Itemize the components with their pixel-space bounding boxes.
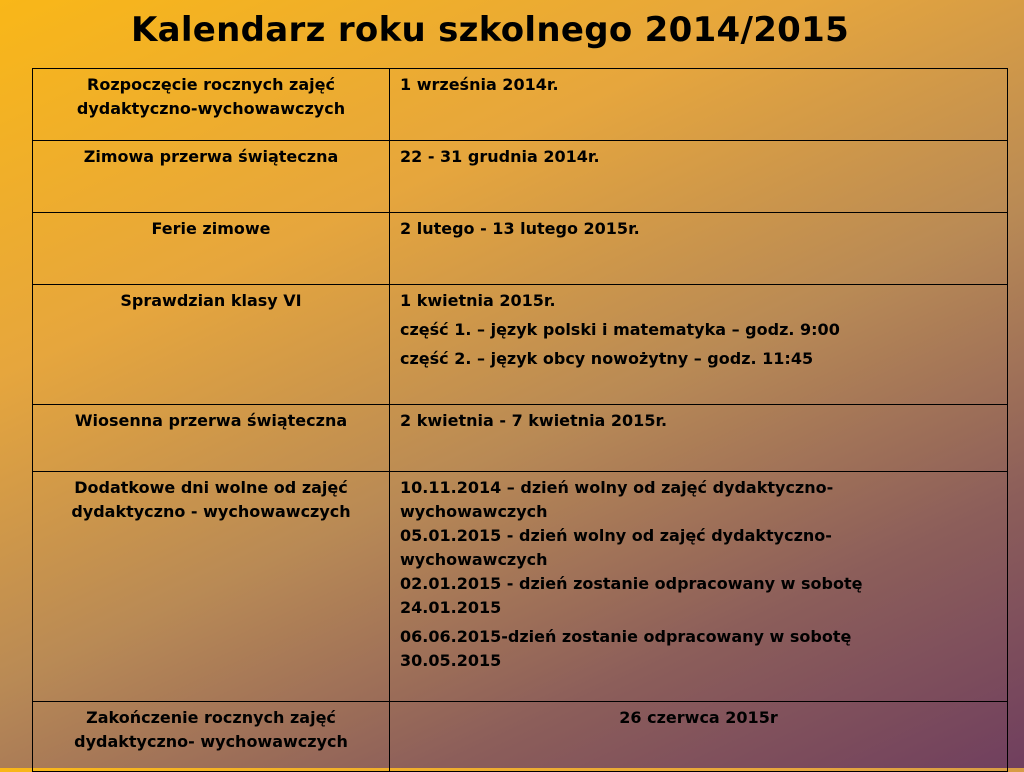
- date-cell: [390, 472, 1008, 702]
- date-cell: [390, 405, 1008, 472]
- date-text: 05.01.2015 - dzień wolny od zajęć dydaktyczno-: [400, 526, 832, 545]
- date-text: 26 czerwca 2015r: [619, 708, 778, 727]
- school-calendar-table: [32, 68, 1008, 772]
- date-cell: [390, 213, 1008, 285]
- event-cell: [33, 285, 390, 405]
- date-cell: [390, 141, 1008, 213]
- date-text: 1 września 2014r.: [400, 75, 559, 94]
- table-row-spring-break: [33, 405, 1008, 472]
- event-label: Zakończenie rocznych zajęć: [86, 708, 336, 727]
- date-text: 2 lutego - 13 lutego 2015r.: [400, 219, 640, 238]
- event-label: Dodatkowe dni wolne od zajęć: [74, 478, 348, 497]
- event-label: Rozpoczęcie rocznych zajęć: [87, 75, 335, 94]
- table-row-grade6-exam: [33, 285, 1008, 405]
- event-label: Wiosenna przerwa świąteczna: [74, 411, 348, 430]
- date-text: 02.01.2015 - dzień zostanie odpracowany w sobotę: [400, 574, 863, 593]
- event-cell: [33, 702, 390, 772]
- event-cell: [33, 472, 390, 702]
- date-text: 1 kwietnia 2015r.: [400, 291, 556, 310]
- date-text: część 2. – język obcy nowożytny – godz. 11:45: [400, 349, 814, 368]
- date-text: 2 kwietnia - 7 kwietnia 2015r.: [400, 411, 668, 430]
- date-cell: [390, 69, 1008, 141]
- event-cell: [33, 141, 390, 213]
- date-text: 06.06.2015-dzień zostanie odpracowany w sobotę: [400, 627, 852, 646]
- event-label: dydaktyczno- wychowawczych: [74, 732, 348, 751]
- table-row-start-of-year: [33, 69, 1008, 141]
- date-cell: [390, 702, 1008, 772]
- table-row-winter-break: [33, 141, 1008, 213]
- event-cell: [33, 213, 390, 285]
- event-label: Sprawdzian klasy VI: [120, 291, 302, 310]
- event-cell: [33, 405, 390, 472]
- date-text: 30.05.2015: [400, 651, 502, 670]
- table-row-end-of-year: [33, 702, 1008, 772]
- table-row-winter-holidays: [33, 213, 1008, 285]
- event-label: Ferie zimowe: [151, 219, 271, 238]
- date-text: wychowawczych: [400, 550, 548, 569]
- event-label: dydaktyczno-wychowawczych: [76, 99, 346, 118]
- event-cell: [33, 69, 390, 141]
- table-row-extra-days-off: [33, 472, 1008, 702]
- date-text: część 1. – język polski i matematyka – godz. 9:00: [400, 320, 840, 339]
- date-cell: [390, 285, 1008, 405]
- event-label: Zimowa przerwa świąteczna: [83, 147, 339, 166]
- event-label: dydaktyczno - wychowawczych: [71, 502, 351, 521]
- date-text: 24.01.2015: [400, 598, 502, 617]
- date-text: 22 - 31 grudnia 2014r.: [400, 147, 600, 166]
- date-text: wychowawczych: [400, 502, 548, 521]
- page-title: Kalendarz roku szkolnego 2014/2015: [130, 10, 850, 50]
- date-text: 10.11.2014 – dzień wolny od zajęć dydaktyczno-: [400, 478, 834, 497]
